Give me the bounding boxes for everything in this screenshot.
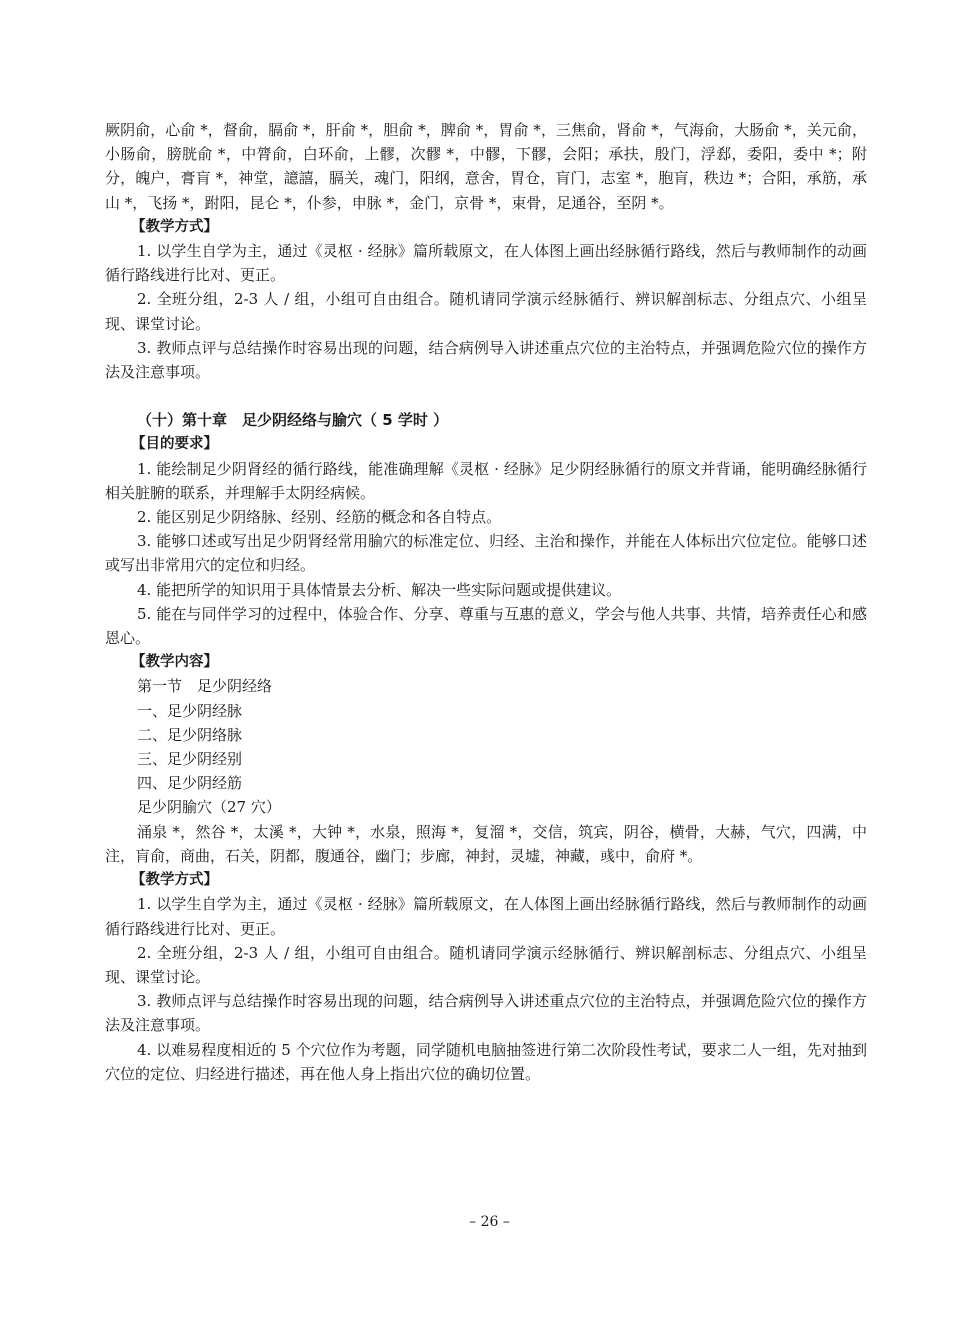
section-item: 二、足少阴络脉	[137, 725, 243, 744]
goal-item: 1. 能绘制足少阴肾经的循行路线，能准确理解《灵枢 · 经脉》足少阴经脉循行的原文并背诵，能明确经脉循行相关脏腑的联系，并理解手太阴经病候。	[105, 459, 867, 502]
section-item: 一、足少阴经脉	[137, 701, 243, 720]
teaching-method-item: 3. 教师点评与总结操作时容易出现的问题，结合病例导入讲述重点穴位的主治特点，并强调危险穴位的操作方法及注意事项。	[105, 338, 867, 382]
teaching-method-heading: 【教学方式】	[131, 218, 218, 235]
content-heading: 【教学内容】	[131, 654, 218, 671]
acupoints-list: 涌泉 *，然谷 *，太溪 *，大钟 *，水泉，照海 *，复溜 *，交信，筑宾，阴谷，横骨，大赫，气穴，四满，中注，肓俞，商曲，石关，阴都，腹通谷，幽门；步廊，神封，灵墟，神藏，彧中，俞府 *。	[105, 822, 867, 865]
acupoint-list-paragraph: 厥阴俞，心俞 *，督俞，膈俞 *，肝俞 *，胆俞 *，脾俞 *，胃俞 *，三焦俞，肾俞 *，气海俞，大肠俞 *，关元俞，小肠俞，膀胱俞 *，中膂俞，白环俞，上髎，次髎 *，中髎，下髎，会阳；承扶，殷门，浮郄，委阳，委中 *；附分，魄户，膏肓 *，神堂，譩譆，膈关，魂门，阳纲，意舍，胃仓，肓门，志室 *，胞肓，秩边 *；合阳，承筋，承山 *，飞扬 *，跗阳，昆仑 *，仆参，申脉 *，金门，京骨 *，束骨，足通谷，至阴 *。	[105, 121, 867, 212]
method-item: 1. 以学生自学为主，通过《灵枢 · 经脉》篇所载原文，在人体图上画出经脉循行路线，然后与教师制作的动画循行路线进行比对、更正。	[105, 895, 867, 938]
teaching-method-item: 1. 以学生自学为主，通过《灵枢 · 经脉》篇所载原文，在人体图上画出经脉循行路线，然后与教师制作的动画循行路线进行比对、更正。	[105, 242, 867, 285]
method-item: 2. 全班分组，2-3 人 / 组，小组可自由组合。随机请同学演示经脉循行、辨识解剖标志、分组点穴、小组呈现、课堂讨论。	[105, 943, 867, 986]
document-body	[105, 118, 867, 1086]
teaching-method-item: 2. 全班分组，2-3 人 / 组，小组可自由组合。随机请同学演示经脉循行、辨识解剖标志、分组点穴、小组呈现、课堂讨论。	[105, 290, 867, 333]
goal-item: 2. 能区别足少阴络脉、经别、经筋的概念和各自特点。	[137, 508, 502, 527]
section-item: 四、足少阴经筋	[137, 774, 243, 793]
page-number: – 26 –	[469, 1214, 510, 1230]
chapter-title: （十）第十章 足少阴经络与腧穴（ 5 学时 ）	[137, 411, 449, 430]
method-item: 4. 以难易程度相近的 5 个穴位作为考题，同学随机电脑抽签进行第二次阶段性考试，要求二人一组，先对抽到穴位的定位、归经进行描述，再在他人身上指出穴位的确切位置。	[105, 1040, 867, 1083]
method-heading: 【教学方式】	[131, 872, 218, 889]
section-title: 第一节 足少阴经络	[137, 677, 273, 696]
goal-item: 5. 能在与同伴学习的过程中，体验合作、分享、尊重与互惠的意义，学会与他人共事、共情，培养责任心和感恩心。	[105, 604, 867, 648]
section-item: 三、足少阴经别	[137, 750, 243, 769]
goal-item: 3. 能够口述或写出足少阴肾经常用腧穴的标准定位、归经、主治和操作，并能在人体标出穴位定位。能够口述或写出非常用穴的定位和归经。	[105, 532, 867, 575]
acupoints-title: 足少阴腧穴（27 穴）	[137, 798, 281, 817]
method-item: 3. 教师点评与总结操作时容易出现的问题，结合病例导入讲述重点穴位的主治特点，并强调危险穴位的操作方法及注意事项。	[105, 992, 867, 1035]
goal-item: 4. 能把所学的知识用于具体情景去分析、解决一些实际问题或提供建议。	[137, 580, 622, 599]
goals-heading: 【目的要求】	[131, 436, 218, 453]
